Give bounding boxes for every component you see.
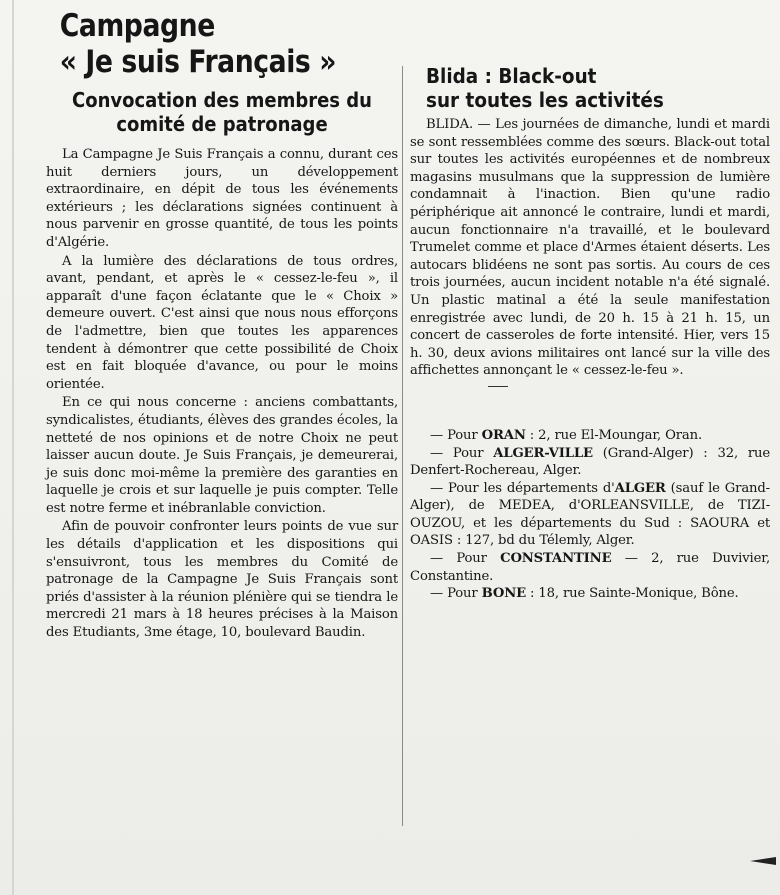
left-article [46, 8, 398, 642]
right-headline-line1: Blida : Black-out [426, 64, 597, 88]
left-paragraph: En ce qui nous concerne : anciens combattants, syndicalistes, étudiants, élèves des grandes écoles, la netteté de nos opinions et de notre Choix ne peut laisser aucun doute. Je Suis Français, je demeurerai, je suis donc moi-même la première des garanties en laquelle je crois et sur laquelle je puis compter. Telle est notre ferme et inébranlable conviction. [46, 395, 398, 516]
arrow-left-icon [750, 857, 776, 865]
address-item [410, 585, 770, 603]
address-place: CONSTANTINE [500, 551, 612, 567]
address-prefix: — Pour [430, 586, 482, 602]
address-place: ALGER-VILLE [493, 445, 593, 461]
clipping-edge [12, 0, 14, 895]
right-headline-line2: sur toutes les activités [426, 88, 664, 112]
address-item [410, 445, 770, 480]
address-item [410, 480, 770, 550]
address-prefix: — Pour [430, 445, 494, 461]
left-headline-line1: Campagne [59, 8, 215, 44]
address-item [410, 550, 770, 585]
separator-dash [488, 386, 508, 387]
left-headline [46, 8, 349, 80]
address-detail: : 2, rue El-Moungar, Oran. [525, 427, 703, 443]
right-article-body [410, 116, 770, 380]
address-place: ORAN [481, 427, 526, 443]
column-divider [402, 66, 403, 826]
address-detail: : 18, rue Sainte-Monique, Bône. [526, 586, 739, 602]
right-paragraph: BLIDA. — Les journées de dimanche, lundi et mardi se sont ressemblées comme des sœurs. Black-out total sur toutes les activités européennes et de nombreux magasins musulmans que la suppression de lumière condamnait à l'inaction. Bien qu'une radio périphérique ait annoncé le contraire, lundi et mardi, aucun fonctionnaire n'a travaillé, et le boulevard Trumelet comme et place d'Armes étaient déserts. Les autocars blidéens ne sont pas sortis. Au cours de ces trois journées, aucun incident notable n'a été signalé. Un plastic matinal a été la seule manifestation enregistrée avec lundi, de 20 h. 15 à 21 h. 15, un concert de casseroles de forte intensité. Hier, vers 15 h. 30, deux avions militaires ont lancé sur la ville des affichettes annonçant le « cessez-le-feu ». [410, 117, 770, 379]
left-subhead: Convocation des membres du comité de patronage [72, 88, 372, 136]
address-detail: (sauf le Grand-Alger), de MEDEA, d'ORLEANSVILLE, de TIZI-OUZOU, et les départements du Sud : SAOURA et OASIS : 127, bd du Télemly, Alger. [410, 480, 770, 549]
address-detail: (Grand-Alger) : 32, rue Denfert-Rochereau, Alger. [410, 445, 770, 479]
left-article-body [46, 146, 398, 642]
address-list [410, 427, 770, 603]
address-prefix: — Pour les départements d' [430, 480, 615, 496]
left-headline-line2: « Je suis Français » [59, 44, 337, 80]
left-paragraph: La Campagne Je Suis Français a connu, durant ces huit derniers jours, un développement extraordinaire, en dépit de tous les événements extérieurs ; les déclarations signées continuent à nous parvenir en grosse quantité, de tous les points d'Algérie. [46, 147, 398, 250]
right-headline [426, 64, 742, 112]
left-paragraph: A la lumière des déclarations de tous ordres, avant, pendant, et après le « cessez-le-feu », il apparaît d'une façon éclatante que le « Choix » demeure ouvert. C'est ainsi que nous nous efforçons de l'admettre, bien que toutes les apparences tendent à démontrer que cette possibilité de Choix est en fait bloquée d'avance, ou pour le moins orientée. [46, 253, 398, 392]
left-paragraph: Afin de pouvoir confronter leurs points de vue sur les détails d'application et les dispositions qui s'ensuivront, tous les membres du Comité de patronage de la Campagne Je Suis Français sont priés d'assister à la réunion plénière qui se tiendra le mercredi 21 mars à 18 heures précises à la Maison des Etudiants, 3me étage, 10, boulevard Baudin. [46, 519, 398, 641]
address-detail: — 2, rue Duvivier, Constantine. [410, 551, 770, 584]
address-place: BONE [481, 586, 526, 602]
address-place: ALGER [614, 480, 666, 496]
address-item [410, 427, 770, 445]
right-column [410, 64, 770, 603]
address-prefix: — Pour [430, 427, 482, 443]
address-prefix: — Pour [430, 551, 501, 567]
